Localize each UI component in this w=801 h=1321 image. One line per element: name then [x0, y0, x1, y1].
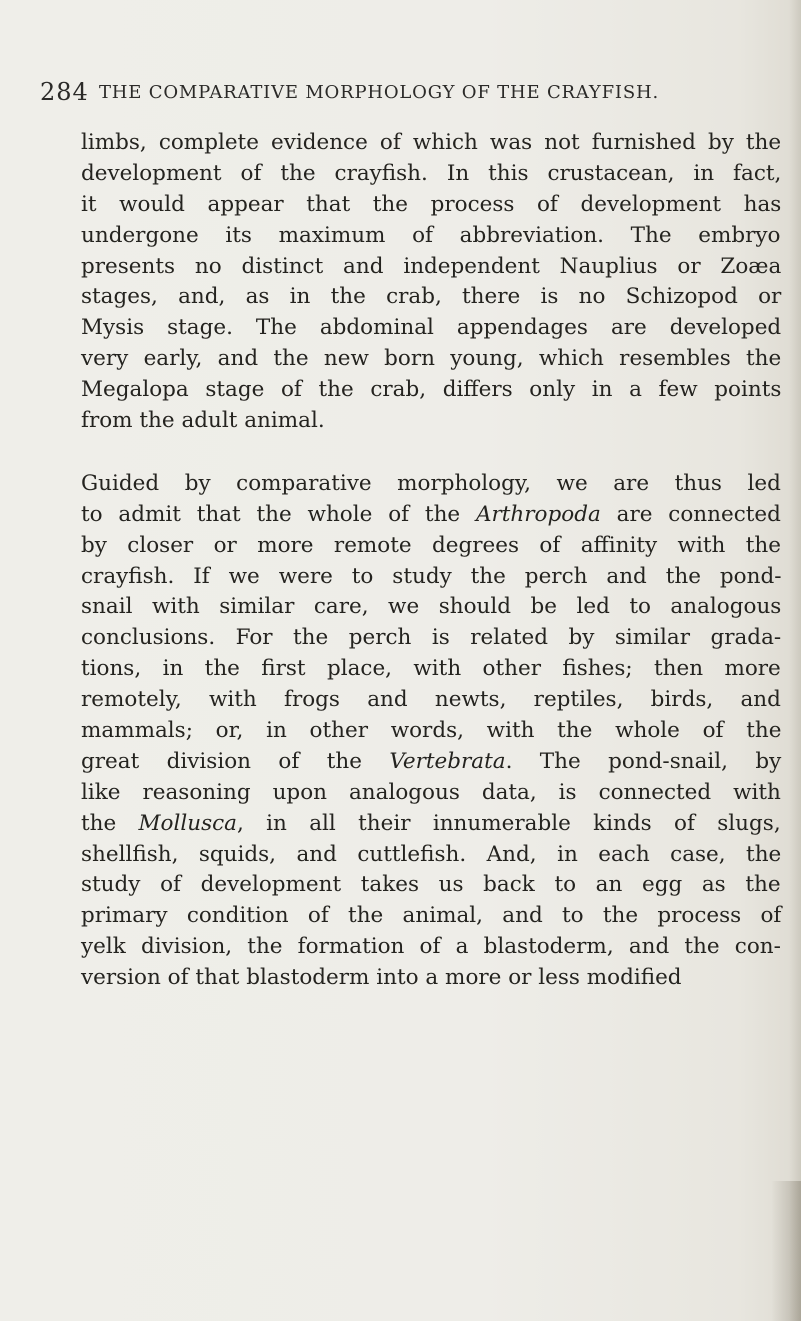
page-number: 284: [40, 78, 89, 106]
text-line: remotely, with frogs and newts, reptiles, birds, and: [81, 687, 781, 713]
text-line: very early, and the new born young, which resembles the: [81, 346, 782, 372]
text-line: shellfish, squids, and cuttlefish. And, in each case, the: [81, 841, 782, 867]
text-line: tions, in the first place, with other fishes; then more: [81, 656, 781, 682]
text-line: to admit that the whole of the Arthropoda are connected: [81, 501, 781, 527]
text-line: presents no distinct and independent Nauplius or Zoæa: [81, 253, 782, 279]
text-line: Mysis stage. The abdominal appendages are developed: [81, 315, 782, 341]
text-line: Guided by comparative morphology, we are thus led: [81, 470, 781, 496]
paragraph-2: [81, 469, 801, 994]
text-line: by closer or more remote degrees of affinity with the: [81, 532, 781, 558]
text-line: the Mollusca, in all their innumerable kinds of slugs,: [81, 810, 781, 836]
running-title: THE COMPARATIVE MORPHOLOGY OF THE CRAYFISH.: [99, 82, 659, 103]
text-line: great division of the Vertebrata. The pond-snail, by: [81, 748, 782, 774]
text-line: Megalopa stage of the crab, differs only in a few points: [81, 377, 782, 403]
text-line: conclusions. For the perch is related by similar grada-: [81, 625, 782, 651]
text-line: from the adult animal.: [81, 408, 325, 434]
text-line: crayfish. If we were to study the perch and the pond-: [81, 563, 782, 589]
text-line: snail with similar care, we should be led to analogous: [81, 594, 782, 620]
page-edge-shadow: [789, 0, 801, 1321]
text-line: undergone its maximum of abbreviation. The embryo: [81, 222, 781, 248]
text-line: development of the crayfish. In this crustacean, in fact,: [81, 160, 782, 186]
text-line: primary condition of the animal, and to the process of: [81, 903, 782, 929]
body-text: [81, 128, 801, 994]
paragraph-1: [81, 128, 801, 437]
page-corner-shadow: [771, 1181, 801, 1321]
paragraph-spacing: [81, 437, 801, 469]
text-line: version of that blastoderm into a more or less modified: [81, 965, 682, 991]
text-line: study of development takes us back to an egg as the: [81, 872, 781, 898]
page-header: [40, 60, 780, 110]
text-line: yelk division, the formation of a blastoderm, and the con-: [81, 934, 781, 960]
text-line: limbs, complete evidence of which was not furnished by the: [81, 130, 782, 155]
text-line: stages, and, as in the crab, there is no Schizopod or: [81, 284, 782, 310]
text-line: mammals; or, in other words, with the whole of the: [81, 718, 782, 744]
text-line: like reasoning upon analogous data, is connected with: [81, 779, 781, 805]
text-line: it would appear that the process of development has: [81, 191, 782, 217]
